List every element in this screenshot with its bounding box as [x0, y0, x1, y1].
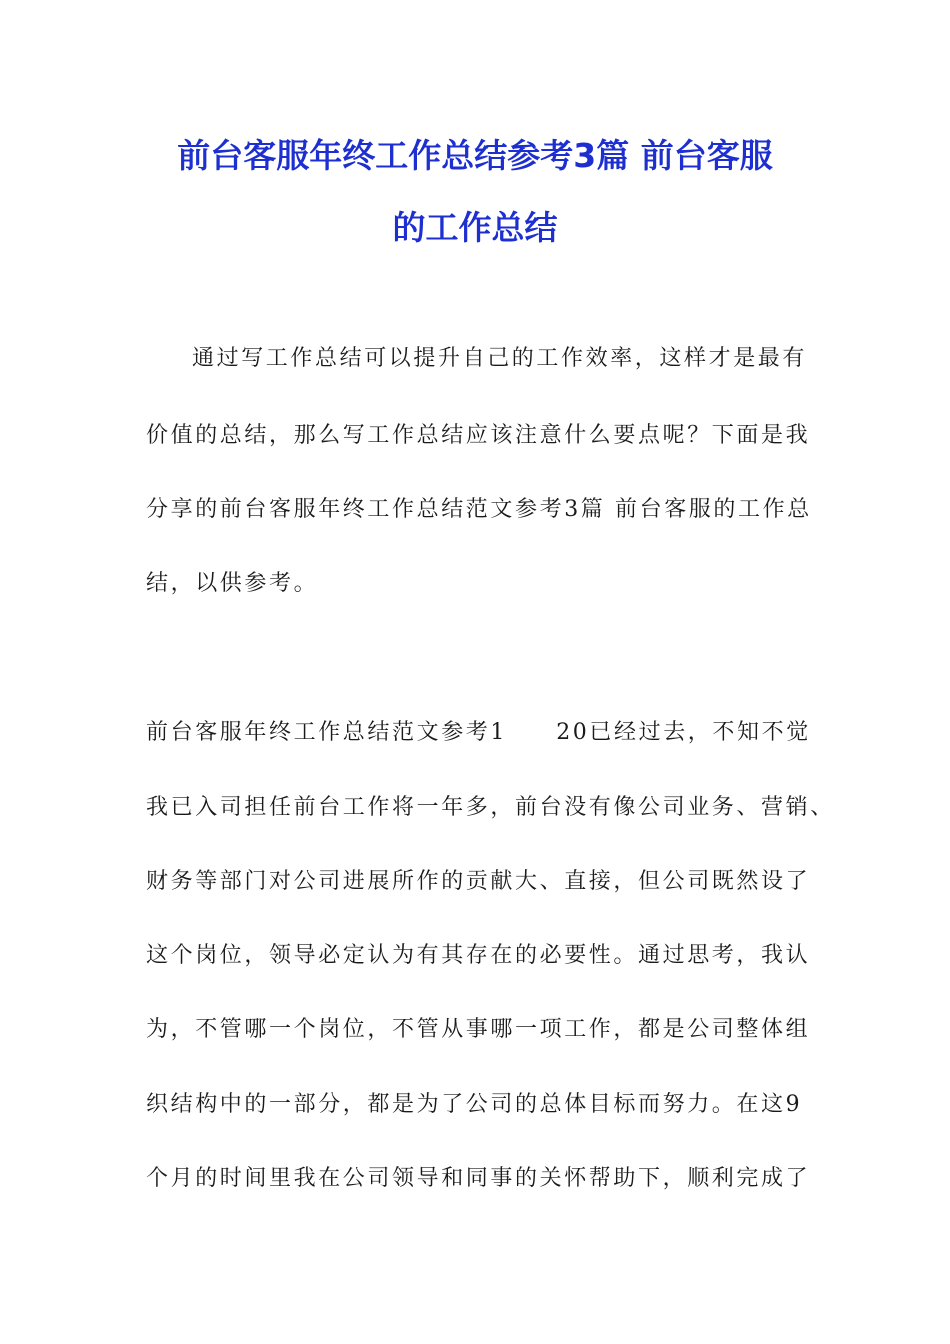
body-line-1: 前台客服年终工作总结范文参考1 20已经过去，不知不觉 — [146, 720, 811, 745]
body-line-3: 财务等部门对公司进展所作的贡献大、直接，但公司既然设了 — [146, 869, 811, 894]
intro-line-2: 价值的总结，那么写工作总结应该注意什么要点呢？下面是我 — [146, 423, 811, 448]
body-line-6: 织结构中的一部分，都是为了公司的总体目标而努力。在这9 — [146, 1092, 803, 1117]
body-line-5: 为，不管哪一个岗位，不管从事哪一项工作，都是公司整体组 — [146, 1017, 811, 1042]
document-title-line-2: 的工作总结 — [392, 208, 558, 247]
document-title-line-1: 前台客服年终工作总结参考3篇 前台客服 — [177, 136, 773, 175]
body-line-2: 我已入司担任前台工作将一年多，前台没有像公司业务、营销、 — [146, 795, 835, 820]
intro-line-1: 通过写工作总结可以提升自己的工作效率，这样才是最有 — [192, 346, 808, 371]
intro-line-3: 分享的前台客服年终工作总结范文参考3篇 前台客服的工作总 — [146, 497, 812, 522]
body-line-7: 个月的时间里我在公司领导和同事的关怀帮助下，顺利完成了 — [146, 1166, 811, 1191]
intro-line-4: 结，以供参考。 — [146, 571, 319, 596]
body-line-4: 这个岗位，领导必定认为有其存在的必要性。通过思考，我认 — [146, 943, 811, 968]
